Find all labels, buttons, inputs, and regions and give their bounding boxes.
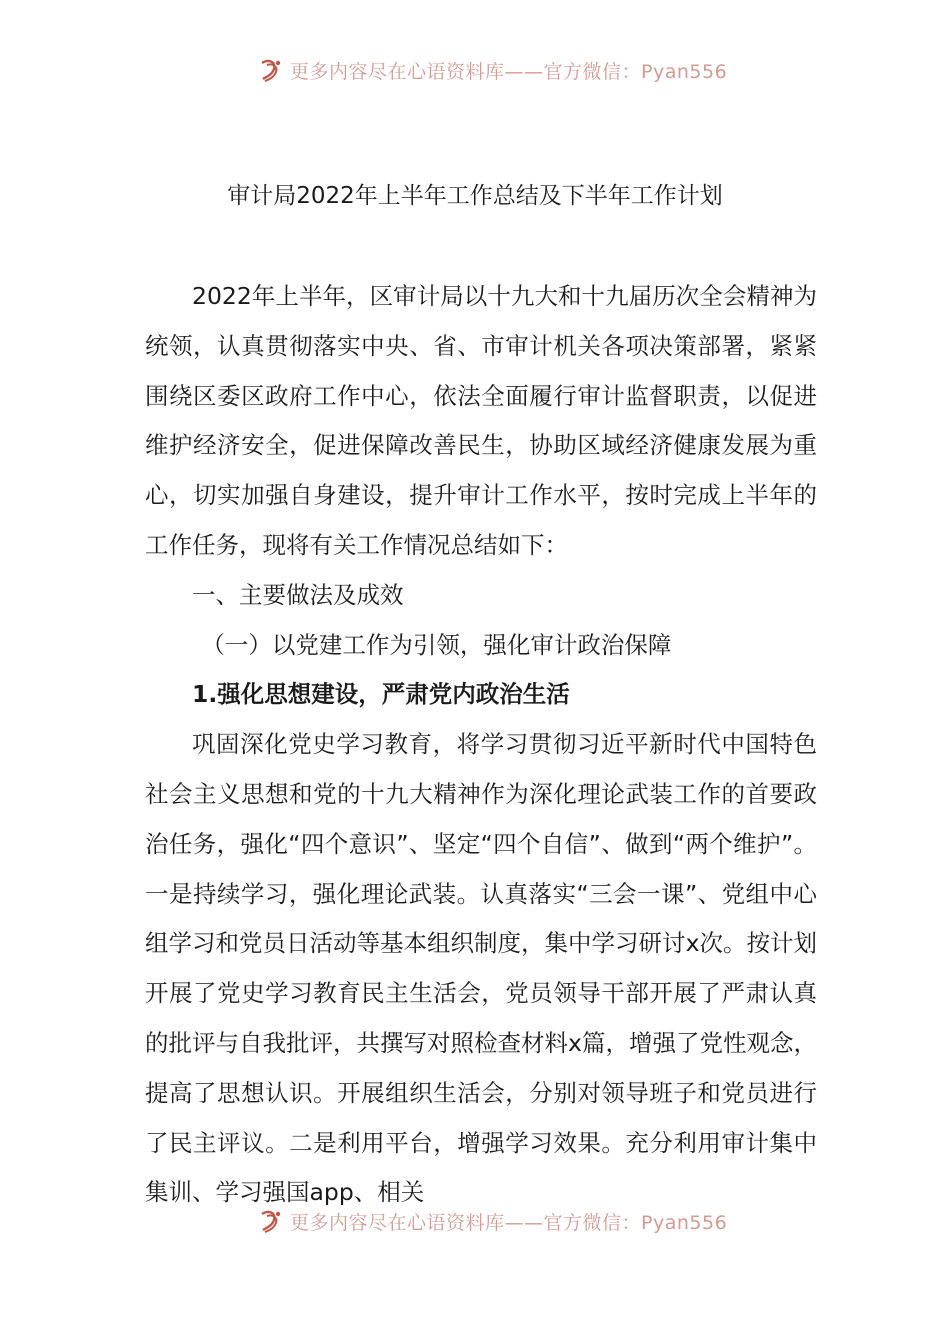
item-heading: 1.强化思想建设，严肃党内政治生活 — [192, 680, 570, 709]
watermark-logo-icon — [258, 57, 284, 83]
watermark-header — [258, 55, 758, 85]
intro-paragraph: 2022年上半年，区审计局以十九大和十九届历次全会精神为统领，认真贯彻落实中央、省、市审计机关各项决策部署，紧紧围绕区委区政府工作中心，依法全面履行审计监督职责，以促进维护经济安全，促进保障改善民生，协助区域经济健康发展为重心，切实加强自身建设，提升审计工作水平，按时完成上半年的工作任务，现将有关工作情况总结如下： — [145, 282, 817, 559]
subsection-heading: （一）以党建工作为引领，强化审计政治保障 — [201, 630, 672, 659]
section-heading: 一、主要做法及成效 — [192, 580, 404, 609]
watermark-text: 更多内容尽在心语资料库——官方微信：Pyan556 — [290, 60, 728, 83]
watermark-text: 更多内容尽在心语资料库——官方微信：Pyan556 — [290, 1211, 728, 1234]
watermark-logo-icon — [258, 1208, 284, 1234]
watermark-footer — [258, 1206, 758, 1236]
document-title: 审计局2022年上半年工作总结及下半年工作计划 — [227, 183, 723, 209]
document-body — [145, 272, 817, 1218]
body-paragraph: 巩固深化党史学习教育，将学习贯彻习近平新时代中国特色社会主义思想和党的十九大精神作为深化理论武装工作的首要政治任务，强化“四个意识”、坚定“四个自信”、做到“两个维护”。一是持续学习，强化理论武装。认真落实“三会一课”、党组中心组学习和党员日活动等基本组织制度，集中学习研讨x次。按计划开展了党史学习教育民主生活会，党员领导干部开展了严肃认真的批评与自我批评，共撰写对照检查材料x篇，增强了党性观念，提高了思想认识。开展组织生活会，分别对领导班子和党员进行了民主评议。二是利用平台，增强学习效果。充分利用审计集中集训、学习强国app、相关 — [145, 730, 817, 1207]
